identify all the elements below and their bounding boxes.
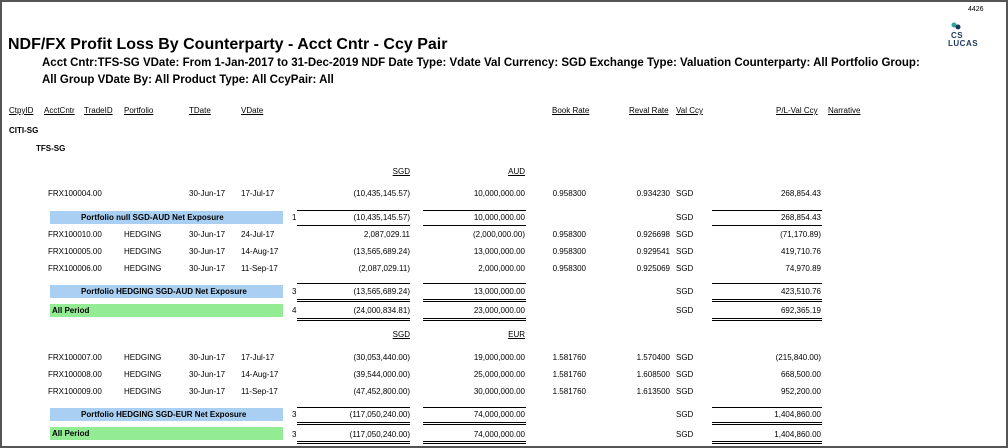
subtotal-count: 3: [292, 287, 297, 296]
pl-value: (215,840.00): [775, 353, 821, 362]
book-rate: 0.958300: [552, 189, 586, 198]
trade-id: FRX100006.00: [48, 264, 102, 273]
col-header-valccy: Val Ccy: [676, 106, 703, 115]
reval-rate: 0.925069: [636, 264, 670, 273]
amount-ccy1: 2,087,029.11: [363, 230, 410, 239]
amount-ccy1: (47,452,800.00): [353, 387, 410, 396]
group2-ccy2: EUR: [508, 330, 525, 339]
vdate: 24-Jul-17: [241, 230, 275, 239]
group1-ccy2: AUD: [508, 167, 525, 176]
trade-id: FRX100004.00: [48, 189, 102, 198]
col-header-ctpy: CtpyID: [9, 106, 34, 115]
all-period-count: 4: [292, 306, 297, 315]
tdate: 30-Jun-17: [189, 230, 226, 239]
all-period-bar: [50, 427, 283, 440]
reval-rate: 1.570400: [636, 353, 670, 362]
amount-ccy1: (39,544,000.00): [353, 370, 410, 379]
all-period-amount-ccy2: 74,000,000.00: [473, 430, 525, 439]
report-title: NDF/FX Profit Loss By Counterparty - Acct Cntr - Ccy Pair: [8, 36, 448, 53]
all-period-amount-ccy1: (24,000,834.81): [353, 306, 410, 315]
trade-id: FRX100009.00: [48, 387, 102, 396]
portfolio: HEDGING: [124, 353, 162, 362]
acct-cntr-label: TFS-SG: [36, 144, 66, 153]
tdate: 30-Jun-17: [189, 353, 226, 362]
pl-value: 668,500.00: [780, 370, 821, 379]
portfolio-subtotal-bar: [50, 285, 283, 298]
trade-id: FRX100008.00: [48, 370, 102, 379]
subtotal-amount-ccy2: 13,000,000.00: [473, 287, 525, 296]
vdate: 17-Jul-17: [241, 189, 275, 198]
pl-value: 952,200.00: [780, 387, 821, 396]
all-period-label: All Period: [52, 306, 90, 315]
col-header-trade: TradeID: [84, 106, 113, 115]
vdate: 11-Sep-17: [241, 264, 278, 273]
subtotal-amount-ccy1: (13,565,689.24): [353, 287, 410, 296]
report-params-line2: All Group VDate By: All Product Type: All CcyPair: All: [42, 74, 334, 86]
all-period-ccy: SGD: [676, 430, 694, 439]
amount-ccy2: 25,000,000.00: [473, 370, 525, 379]
val-ccy: SGD: [676, 370, 694, 379]
pl-value: 419,710.76: [780, 247, 821, 256]
vdate: 14-Aug-17: [241, 247, 279, 256]
book-rate: 0.958300: [552, 247, 586, 256]
cs-lucas-logo-icon: [951, 22, 961, 30]
book-rate: 1.581760: [552, 353, 586, 362]
amount-ccy1: (30,053,440.00): [353, 353, 410, 362]
amount-ccy1: (2,087,029.11): [358, 264, 410, 273]
vdate: 17-Jul-17: [241, 353, 275, 362]
reval-rate: 1.613500: [636, 387, 670, 396]
reval-rate: 1.608500: [636, 370, 670, 379]
col-header-vdate: VDate: [241, 106, 264, 115]
all-period-label: All Period: [52, 429, 90, 438]
reval-rate: 0.926698: [636, 230, 670, 239]
subtotal-label: Portfolio HEDGING SGD-EUR Net Exposure: [81, 410, 247, 419]
subtotal-count: 1: [292, 213, 297, 222]
amount-ccy2: 13,000,000.00: [473, 247, 525, 256]
trade-id: FRX100010.00: [48, 230, 102, 239]
portfolio: HEDGING: [124, 230, 162, 239]
subtotal-pl: 423,510.76: [780, 287, 821, 296]
counterparty-label: CITI-SG: [9, 126, 39, 135]
portfolio-subtotal-bar: [50, 211, 283, 224]
subtotal-label: Portfolio null SGD-AUD Net Exposure: [81, 213, 224, 222]
vdate: 14-Aug-17: [241, 370, 279, 379]
all-period-pl: 692,365.19: [780, 306, 821, 315]
all-period-bar: [50, 304, 283, 317]
subtotal-amount-ccy1: (117,050,240.00): [349, 410, 410, 419]
group2-ccy1: SGD: [392, 330, 410, 339]
subtotal-pl: 268,854.43: [780, 213, 821, 222]
portfolio: HEDGING: [124, 387, 162, 396]
pl-value: (71,170.89): [780, 230, 821, 239]
subtotal-count: 3: [292, 410, 297, 419]
val-ccy: SGD: [676, 264, 694, 273]
col-header-pl: P/L-Val Ccy: [776, 106, 818, 115]
val-ccy: SGD: [676, 247, 694, 256]
tdate: 30-Jun-17: [189, 370, 226, 379]
amount-ccy2: 19,000,000.00: [473, 353, 525, 362]
reval-rate: 0.929541: [636, 247, 670, 256]
portfolio: HEDGING: [124, 247, 162, 256]
all-period-pl: 1,404,860.00: [774, 430, 821, 439]
subtotal-amount-ccy2: 10,000,000.00: [473, 213, 525, 222]
reval-rate: 0.934230: [636, 189, 670, 198]
tdate: 30-Jun-17: [189, 264, 226, 273]
col-header-reval: Reval Rate: [629, 106, 669, 115]
all-period-count: 3: [292, 430, 297, 439]
book-rate: 1.581760: [552, 387, 586, 396]
val-ccy: SGD: [676, 353, 694, 362]
amount-ccy2: 30,000,000.00: [473, 387, 525, 396]
logo-line2: LUCAS: [948, 39, 979, 48]
tdate: 30-Jun-17: [189, 247, 226, 256]
subtotal-pl: 1,404,860.00: [774, 410, 821, 419]
subtotal-ccy: SGD: [676, 410, 694, 419]
col-header-tdate: TDate: [189, 106, 211, 115]
book-rate: 1.581760: [552, 370, 586, 379]
all-period-amount-ccy2: 23,000,000.00: [473, 306, 525, 315]
col-header-acct: AcctCntr: [44, 106, 75, 115]
subtotal-amount-ccy1: (10,435,145.57): [353, 213, 410, 222]
subtotal-label: Portfolio HEDGING SGD-AUD Net Exposure: [81, 287, 247, 296]
portfolio-subtotal-bar: [50, 408, 283, 421]
page-number: 4426: [968, 6, 984, 13]
trade-id: FRX100007.00: [48, 353, 102, 362]
book-rate: 0.958300: [552, 264, 586, 273]
book-rate: 0.958300: [552, 230, 586, 239]
amount-ccy1: (10,435,145.57): [353, 189, 410, 198]
all-period-ccy: SGD: [676, 306, 694, 315]
val-ccy: SGD: [676, 230, 694, 239]
col-header-narrative: Narrative: [828, 106, 861, 115]
subtotal-ccy: SGD: [676, 213, 694, 222]
amount-ccy2: 10,000,000.00: [473, 189, 525, 198]
pl-value: 268,854.43: [780, 189, 821, 198]
portfolio: HEDGING: [124, 264, 162, 273]
trade-id: FRX100005.00: [48, 247, 102, 256]
col-header-book: Book Rate: [552, 106, 590, 115]
logo-line1: CS: [951, 31, 964, 40]
amount-ccy2: 2,000,000.00: [478, 264, 525, 273]
val-ccy: SGD: [676, 189, 694, 198]
portfolio: HEDGING: [124, 370, 162, 379]
val-ccy: SGD: [676, 387, 694, 396]
tdate: 30-Jun-17: [189, 189, 226, 198]
col-header-portfolio: Portfolio: [124, 106, 154, 115]
subtotal-amount-ccy2: 74,000,000.00: [473, 410, 525, 419]
all-period-amount-ccy1: (117,050,240.00): [349, 430, 410, 439]
vdate: 11-Sep-17: [241, 387, 278, 396]
report-params-line1: Acct Cntr:TFS-SG VDate: From 1-Jan-2017 to 31-Dec-2019 NDF Date Type: Vdate Val Currency: SGD Exchange Type: Valuation Counterparty: All Portfolio Group:: [42, 57, 920, 69]
amount-ccy2: (2,000,000.00): [472, 230, 525, 239]
amount-ccy1: (13,565,689.24): [353, 247, 410, 256]
group1-ccy1: SGD: [392, 167, 410, 176]
pl-value: 74,970.89: [785, 264, 821, 273]
subtotal-ccy: SGD: [676, 287, 694, 296]
tdate: 30-Jun-17: [189, 387, 226, 396]
